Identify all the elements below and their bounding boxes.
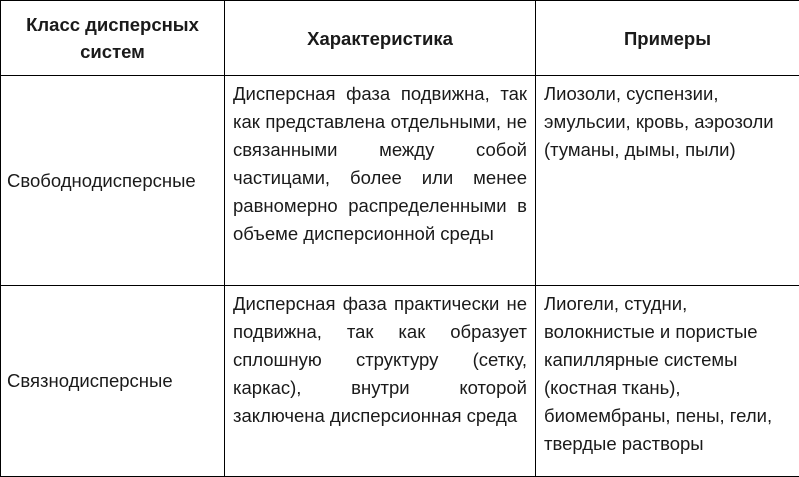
examples-cell: Лиозоли, суспензии, эмульсии, кровь, аэрозоли (туманы, дымы, пыли) xyxy=(536,76,799,286)
table-body xyxy=(1,76,799,477)
header-class: Класс дисперсных систем xyxy=(1,1,225,76)
header-characteristic: Характеристика xyxy=(225,1,536,76)
table-row xyxy=(1,286,799,477)
class-cell: Свободнодисперсные xyxy=(1,76,225,286)
characteristic-cell: Дисперсная фаза практически не подвижна, так как образует сплошную структуру (сетку, каркас), внутри которой заключена дисперсионная среда xyxy=(225,286,536,477)
table-header xyxy=(1,1,799,76)
table-row xyxy=(1,76,799,286)
header-row xyxy=(1,1,799,76)
class-cell: Связнодисперсные xyxy=(1,286,225,477)
header-examples: Примеры xyxy=(536,1,799,76)
characteristic-cell: Дисперсная фаза подвижна, так как представлена отдельными, не связанными между собой частицами, более или менее равномерно распределенными в объеме дисперсионной среды xyxy=(225,76,536,286)
examples-cell: Лиогели, студни, волокнистые и пористые капиллярные системы (костная ткань), биомембраны, пены, гели, твердые растворы xyxy=(536,286,799,477)
